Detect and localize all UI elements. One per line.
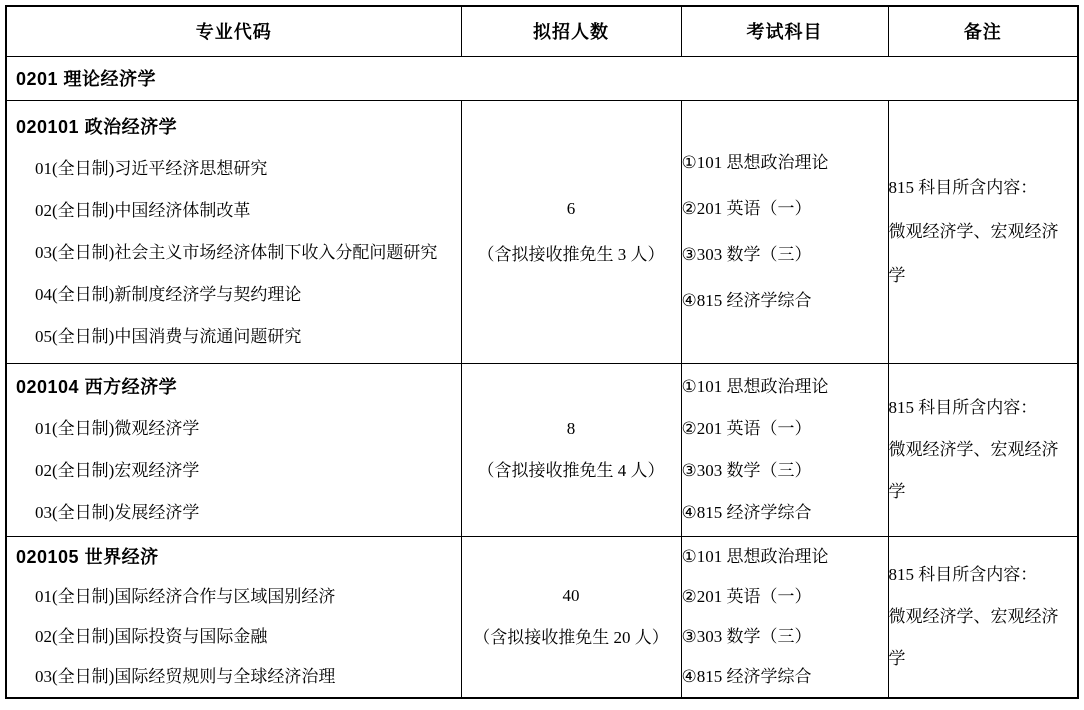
column-header-planned-enrollment: 拟招人数 [461, 6, 681, 56]
program-item: 02(全日制)国际投资与国际金融 [35, 626, 268, 646]
category-label: 0201 理论经济学 [6, 56, 1078, 100]
section-title: 020105 世界经济 [16, 546, 159, 567]
remark-line: 微观经济学、宏观经济 [888, 221, 1059, 241]
remark-cell [888, 100, 1078, 363]
exam-subject: ①101 思想政治理论 [681, 546, 829, 566]
remark-line: 815 科目所含内容： [888, 397, 1038, 417]
program-item: 02(全日制)宏观经济学 [35, 460, 200, 480]
program-item: 03(全日制)社会主义市场经济体制下收入分配问题研究 [35, 242, 438, 262]
enrollment-cell [461, 536, 681, 698]
exam-subject: ④815 经济学综合 [681, 666, 812, 686]
exam-subject: ③303 数学（三） [681, 244, 812, 264]
section-title: 020104 西方经济学 [16, 376, 178, 397]
exam-subject: ④815 经济学综合 [681, 502, 812, 522]
remark-line: 815 科目所含内容： [888, 177, 1038, 197]
program-item: 01(全日制)微观经济学 [35, 418, 200, 438]
program-item: 04(全日制)新制度经济学与契约理论 [35, 284, 302, 304]
exam-subjects-cell [681, 363, 888, 536]
column-header-remarks: 备注 [888, 6, 1078, 56]
major-code-cell [6, 363, 461, 536]
exam-subject: ①101 思想政治理论 [681, 152, 829, 172]
major-code-cell [6, 100, 461, 363]
table-row [6, 536, 1078, 698]
program-item: 03(全日制)国际经贸规则与全球经济治理 [35, 666, 336, 686]
exam-subject: ③303 数学（三） [681, 460, 812, 480]
program-item: 01(全日制)习近平经济思想研究 [35, 158, 268, 178]
exam-subjects-cell [681, 536, 888, 698]
remark-line: 微观经济学、宏观经济 [888, 439, 1059, 459]
section-title: 020101 政治经济学 [16, 116, 178, 137]
remark-cell [888, 536, 1078, 698]
program-item: 01(全日制)国际经济合作与区域国别经济 [35, 586, 336, 606]
enrollment-count: 8 [566, 418, 576, 438]
exam-subject: ④815 经济学综合 [681, 290, 812, 310]
remark-line: 学 [888, 265, 906, 285]
enrollment-note: （含拟接收推免生 4 人） [477, 460, 665, 480]
remark-line: 学 [888, 648, 906, 668]
enrollment-cell [461, 100, 681, 363]
table-row [6, 363, 1078, 536]
exam-subject: ②201 英语（一） [681, 198, 812, 218]
exam-subject: ③303 数学（三） [681, 626, 812, 646]
program-item: 02(全日制)中国经济体制改革 [35, 200, 251, 220]
enrollment-note: （含拟接收推免生 3 人） [477, 244, 665, 264]
enrollment-note: （含拟接收推免生 20 人） [473, 627, 669, 647]
category-row [6, 56, 1078, 100]
remark-cell [888, 363, 1078, 536]
exam-subjects-cell [681, 100, 888, 363]
enrollment-cell [461, 363, 681, 536]
major-code-cell [6, 536, 461, 698]
table-row [6, 100, 1078, 363]
admissions-table [5, 5, 1079, 699]
program-item: 05(全日制)中国消费与流通问题研究 [35, 326, 302, 346]
exam-subject: ②201 英语（一） [681, 418, 812, 438]
table-header-row [6, 6, 1078, 56]
program-item: 03(全日制)发展经济学 [35, 502, 200, 522]
enrollment-count: 40 [562, 585, 580, 605]
remark-line: 微观经济学、宏观经济 [888, 606, 1059, 626]
exam-subject: ②201 英语（一） [681, 586, 812, 606]
exam-subject: ①101 思想政治理论 [681, 376, 829, 396]
remark-line: 815 科目所含内容： [888, 564, 1038, 584]
column-header-exam-subjects: 考试科目 [681, 6, 888, 56]
enrollment-count: 6 [566, 198, 576, 218]
remark-line: 学 [888, 481, 906, 501]
column-header-major-code: 专业代码 [6, 6, 461, 56]
